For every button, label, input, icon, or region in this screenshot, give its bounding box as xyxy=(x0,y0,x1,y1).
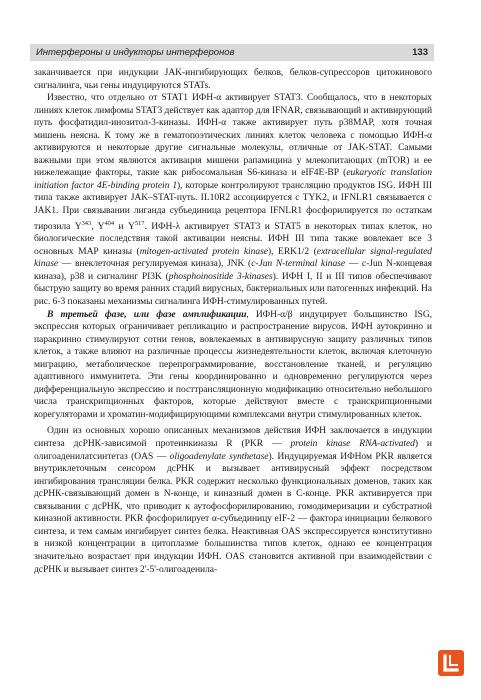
chapter-title: Интерфероны и индукторы интерферонов xyxy=(36,47,235,58)
paragraph-3: В третьей фазе, или фазе амплификации, ИФН-α/β индуцирует большинство ISG, экспрессия которых ограничивает репликацию и распространение вирусов. ИФН аутокринно и паракринно стимулируют сотни генов, вовлекаемых в антивирусную защиту различных типов клеток, а также влияют на различные процессы жизнедеятельности клеток, включая клеточную миграцию, метаболическое перепрограммирование, восстановление тканей, и регуляцию адаптивного иммунитета. Эти гены координированно и одновременно регулируются через дифференциальную экспрессию и посттрансляционную модификацию относительно небольшого числа транскрипционных факторов, которые действуют вместе с транскрипционными корегуляторами и хроматин-модифицирующими комплексами внутри стимулированных клеток. xyxy=(34,308,433,420)
body-text xyxy=(34,67,432,576)
paragraph-4: Один из основных хорошо описанных механизмов действия ИФН заключается в индукции синтеза дсРНК-зависимой протеинкиназы R (PKR — protein kinase RNA-activated) и олигоаденилатсинтетаз (OAS — oligoadenylate synthetase). Индуцируемая ИФНом PKR является внутриклеточным сенсором дсРНК и вызывает антивирусный эффект посредством ингибирования трансляции белка. PKR содержит несколько функциональных доменов, таких как дсРНК-связывающий домен в N-конце, и киназный домен в C-конце. PKR активируется при связывании с дсРНК, что приводит к аутофосфорилированию, гомодимеризации и субстратной киназной активности. PKR фосфорилирует α-субъединицу eIF-2 — фактора инициации белкового синтеза, и тем самым ингибирует синтез белка. Неактивная OAS экспрессируется конститутивно в низкой концентрации в цитоплазме большинства типов клеток, однако ее концентрация значительно возрастает при индукции ИФН. OAS становится активной при взаимодействии с дсРНК и вызывает синтез 2'-5'-олигоаденила- xyxy=(34,425,432,575)
paragraph-1: заканчивается при индукции JAK-ингибирующих белков, белков-супрессоров цитокинового сигналинга, чьи гены индуцируются STATs. xyxy=(34,67,432,91)
running-header xyxy=(30,44,434,61)
publisher-logo-icon xyxy=(438,650,464,676)
paragraph-2: Известно, что отдельно от STAT1 ИФН-α активирует STAT3. Сообщалось, что в некоторых линиях клеток лимфомы STAT3 действует как адаптор для IFNAR, связывающий и активирующий путь фосфатидил-инозитол-3-киназы. ИФН-α также активирует путь p38MAP, хотя точная мишень неясна. К тому же в гематопоэтических линиях клеток человека с помощью ИФН-α активируются и некоторые другие сигнальные молекулы, отличные от JAK-STAT. Самыми важными при этом являются активация мишени рапамицина у млекопитающих (mTOR) и ее нижележащие факторы, такие как рибосомальная S6-киназа и eIF4E-BP (eukaryotic translation initiation factor 4E-binding protein 1), которые контролируют трансляцию продуктов ISG. ИФН III типа также активирует JAK–STAT-путь. IL10R2 ассоциируется с TYK2, и IFNLR1 связывается с JAK1. При связывании лиганда субъединица рецептора IFNLR1 фосфорилируется по остаткам тирозила $Y^{343}$, $Y^{404}$ и $Y^{517}$. ИФН-λ активирует STAT3 и STAT5 в некоторых типах клеток, но биологические последствия такой активации неясны. ИФН III типа также вовлекает все 3 основных MAP киназы (mitogen-activated protein kinase), ERK1/2 (extracellular signal-regulated kinase — внеклеточная регулируемая киназа), JNK (c-Jun N-terminal kinase — c-Jun N-концевая киназа), p38 и сигналинг PI3K (phosphoinositide 3-kinases). ИФН I, II и III типов обеспечивают быструю защиту во время ранних стадий вирусных, бактериальных или патогенных инфекций. На рис. 6-3 показаны механизмы сигналинга ИФН-стимулированных путей. xyxy=(34,92,433,308)
page-number: 133 xyxy=(412,47,428,58)
